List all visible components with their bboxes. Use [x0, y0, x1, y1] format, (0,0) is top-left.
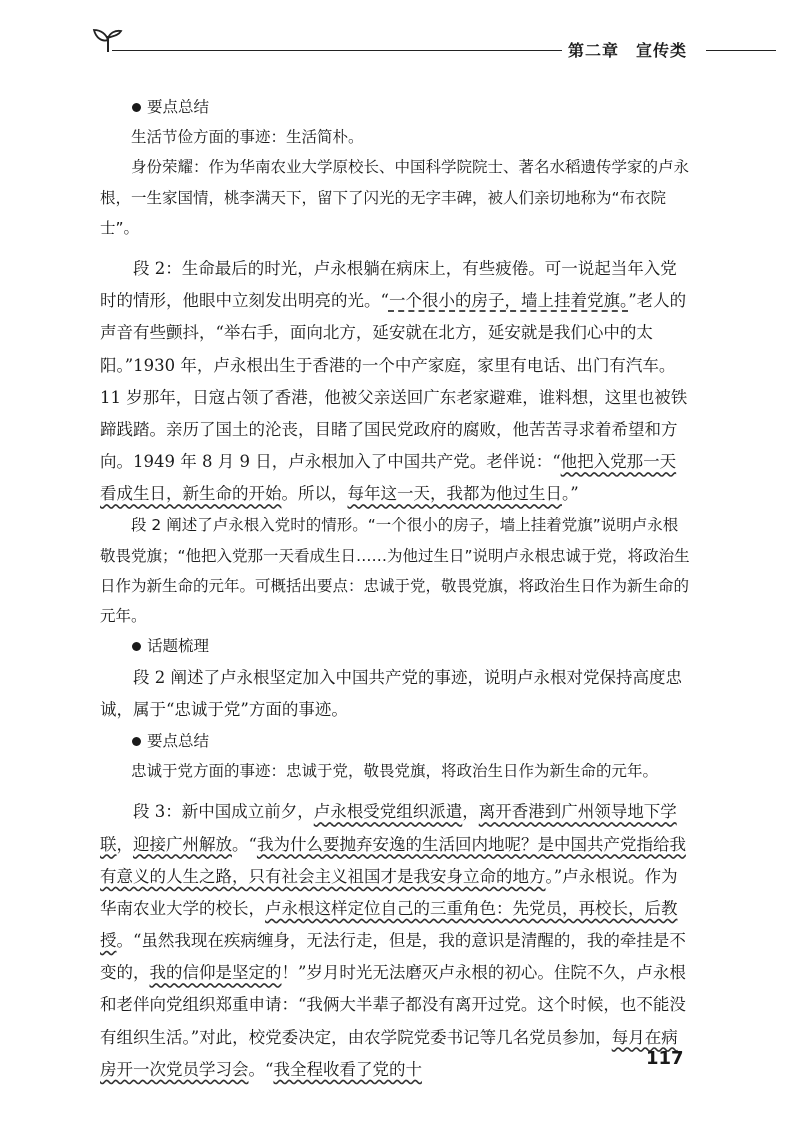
- text-run: ，: [462, 802, 479, 822]
- section-marker: [132, 631, 690, 661]
- underlined-text: 离开香港到广州领导地下学联: [100, 802, 677, 854]
- paragraph-2: [100, 253, 690, 510]
- underlined-text: 卢永根受党组织派遣: [313, 802, 463, 822]
- header-rule-left: [112, 50, 562, 51]
- topic-text: 段 2 阐述了卢永根坚定加入中国共产党的事迹，说明卢永根对党保持高度忠诚，属于“忠诚于党”方面的事迹。: [100, 667, 682, 719]
- text-run: 。”: [562, 484, 579, 504]
- page-number: 117: [646, 1048, 684, 1069]
- underlined-text: 我的信仰是坚定的: [149, 963, 282, 983]
- chapter-title: 第二章 宣传类: [568, 41, 688, 60]
- section-marker: [132, 92, 690, 122]
- underlined-text: 每年这一天，我都为他过生日: [347, 484, 562, 504]
- section-marker-label: 要点总结: [147, 731, 210, 750]
- text-run: 段 2：生命最后的时光，卢永根躺在病床上，有些疲倦。可一说起当年入党时的情形，他眼中立刻发出明亮的光。“: [100, 259, 677, 311]
- text-run: ”老人的声音有些颤抖，“举右手，面向北方，延安就在北方，延安就是我们心中的太阳。”1930 年，卢永根出生于香港的一个中产家庭，家里有电话、出门有汽车。11 岁那年，日寇占领了香港，他被父亲送回广东老家避难，谁料想，这里也被铁蹄践踏。亲历了国土的沦丧，目睹了国民党政府的腐败，他苦苦寻求着希望和方向。1949 年 8 月 9 日，卢永根加入了中国共产党。老伴说：“: [100, 291, 688, 472]
- text-run: ！”岁月时光无法磨灭卢永根的初心。住院不久，卢永根和老伴向党组织郑重申请：“我俩大半辈子都没有离开过党。这个时候，也不能没有组织生活。”对此，校党委决定，由农学院党委书记等几名党员参加，: [100, 963, 686, 1047]
- text-run: ，: [116, 834, 133, 854]
- underlined-text: 一个很小的房子，墙上挂着党旗。: [388, 291, 629, 311]
- main-content: [100, 92, 690, 1086]
- text-run: 。”卢永根说。作为华南农业大学的校长，: [100, 866, 678, 918]
- summary-line: 身份荣耀：作为华南农业大学原校长、中国科学院院士、著名水稻遗传学家的卢永根，一生家国情，桃李满天下，留下了闪光的无字丰碑，被人们亲切地称为“布衣院士”。: [100, 158, 690, 237]
- paragraph-2-summary: 段 2 阐述了卢永根入党时的情形。“一个很小的房子，墙上挂着党旗”说明卢永根敬畏党旗；“他把入党那一天看成生日……为他过生日”说明卢永根忠诚于党，将政治生日作为新生命的元年。可概括出要点：忠诚于党，敬畏党旗，将政治生日作为新生命的元年。: [100, 516, 690, 626]
- section-marker: [132, 726, 690, 756]
- header-rule-right: [706, 50, 776, 51]
- underlined-text: 他把入党那一天看成生日，新生命的开始: [100, 452, 677, 504]
- underlined-text: 卢永根这样定位自己的三重角色：先党员，再校长，后教授: [100, 898, 678, 951]
- text-run: 段 3：新中国成立前夕，: [133, 802, 314, 822]
- summary-line: 生活节俭方面的事迹：生活简朴。: [131, 128, 364, 147]
- underlined-text: 迎接广州解放: [133, 834, 232, 854]
- text-run: 。“虽然我现在疾病缠身，无法行走，但是，我的意识是清醒的，我的牵挂是不变的，: [100, 931, 686, 983]
- section-marker-label: 要点总结: [147, 98, 210, 116]
- bullet-dot-icon: [132, 642, 141, 651]
- summary-line: 忠诚于党方面的事迹：忠诚于党，敬畏党旗，将政治生日作为新生命的元年。: [131, 762, 659, 781]
- paragraph-3: [100, 796, 690, 1086]
- sprout-logo-icon: [88, 22, 128, 62]
- bullet-dot-icon: [132, 103, 141, 112]
- page-header: [0, 0, 800, 70]
- text-run: 。“: [232, 834, 257, 854]
- underlined-text: 我全程收看了党的十: [273, 1059, 422, 1079]
- underlined-text: 我为什么要抛弃安逸的生活回内地呢？是中国共产党指给我有意义的人生之路，只有社会主义祖国才是我安身立命的地方: [100, 834, 686, 886]
- text-run: 。“: [248, 1059, 274, 1079]
- text-run: 。所以，: [281, 484, 348, 504]
- underlined-text: 每月在病房开一次党员学习会: [100, 1027, 678, 1079]
- bullet-dot-icon: [132, 737, 141, 746]
- section-marker-label: 话题梳理: [147, 637, 210, 656]
